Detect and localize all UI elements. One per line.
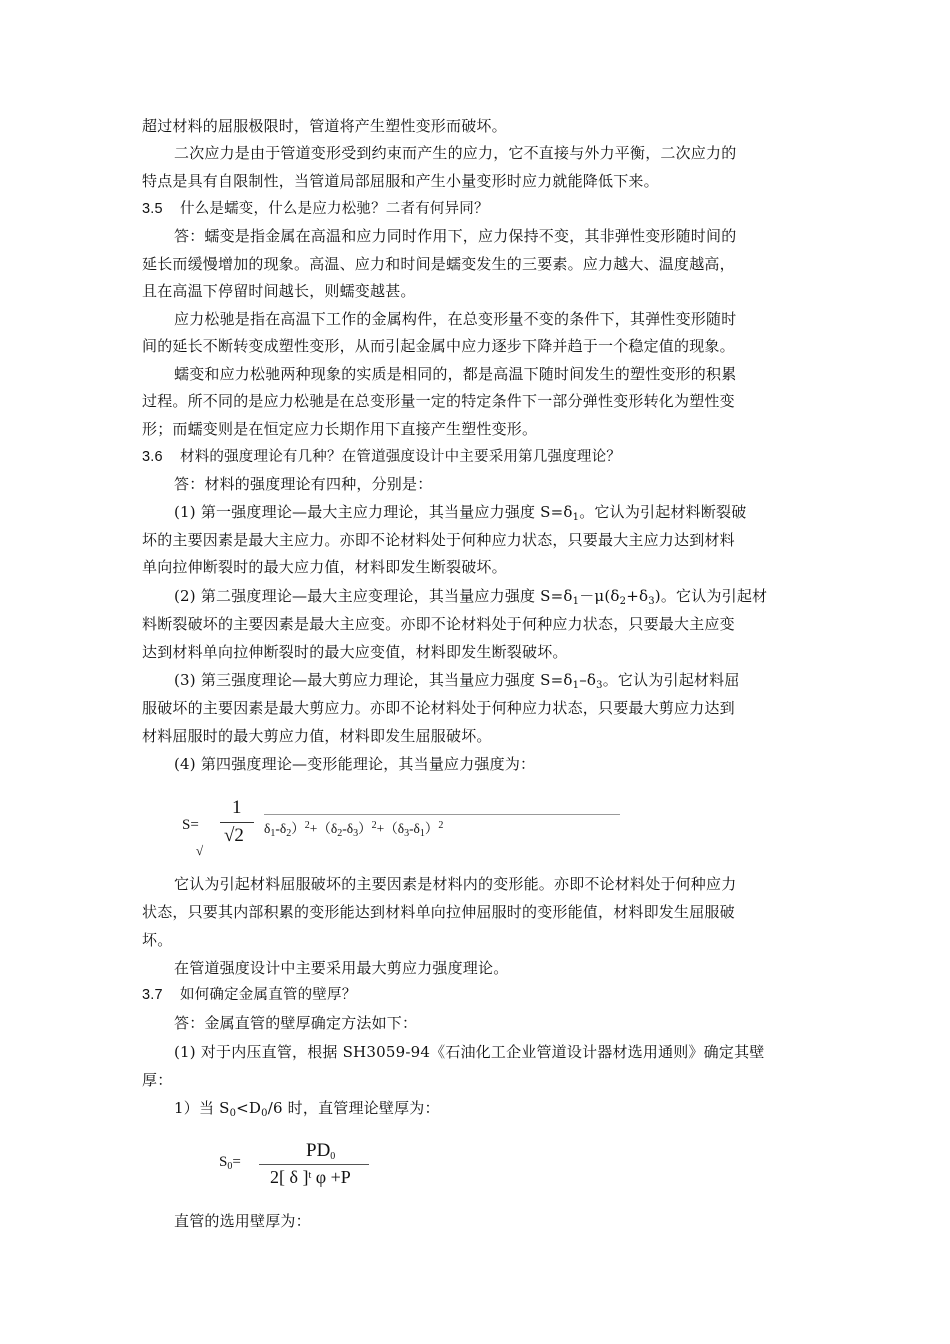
section-heading-3-7: 3.7 如何确定金属直管的壁厚？ [142, 987, 357, 1003]
text-line: 坏。 [142, 931, 173, 949]
text-line: 应力松驰是指在高温下工作的金属构件，在总变形量不变的条件下，其弹性变形随时 [174, 310, 737, 328]
text-line: 单向拉伸断裂时的最大应力值，材料即发生断裂破坏。 [142, 558, 507, 576]
text-line: 状态，只要其内部积累的变形能达到材料单向拉伸屈服时的变形能值，材料即发生屈服破 [142, 903, 735, 921]
text-line: 特点是具有自限制性，当管道局部屈服和产生小量变形时应力就能降低下来。 [142, 172, 659, 190]
text-line: 材料屈服时的最大剪应力值，材料即发生屈服破坏。 [142, 727, 492, 745]
text-line: 它认为引起材料屈服破坏的主要因素是材料内的变形能。亦即不论材料处于何种应力 [174, 875, 737, 893]
text-line: 服破坏的主要因素是最大剪应力。亦即不论材料处于何种应力状态，只要最大剪应力达到 [142, 699, 735, 717]
text-line: 答：蠕变是指金属在高温和应力同时作用下，应力保持不变，其非弹性变形随时间的 [174, 227, 737, 245]
theory-1-line: (1) 第一强度理论—最大主应力理论，其当量应力强度 $S=\delta_1$。它认为引起材料断裂破 [174, 503, 747, 523]
text-line: 间的延长不断转变成塑性变形，从而引起金属中应力逐步下降并趋于一个稳定值的现象。 [142, 337, 735, 355]
section-heading-3-5: 3.5 什么是蠕变，什么是应力松驰？二者有何异同？ [142, 201, 489, 217]
text-line: 答：金属直管的壁厚确定方法如下： [174, 1014, 418, 1032]
text-line: 达到材料单向拉伸断裂时的最大应变值，材料即发生断裂破坏。 [142, 643, 568, 661]
text-line: 二次应力是由于管道变形受到约束而产生的应力，它不直接与外力平衡，二次应力的 [174, 144, 737, 162]
text-line: 蠕变和应力松驰两种现象的实质是相同的，都是高温下随时间发生的塑性变形的积累 [174, 365, 737, 383]
text-line: 在管道强度设计中主要采用最大剪应力强度理论。 [174, 959, 509, 977]
theory-3-line: (3) 第三强度理论—最大剪应力理论，其当量应力强度 $S=\delta_1-\delta_3$。它认为引起材料屈 [174, 671, 740, 691]
text-line: 超过材料的屈服极限时，管道将产生塑性变形而破坏。 [142, 117, 507, 135]
formula-fourth-theory: S= 1 √2 √ $\delta_1-\delta_2)^2+(\delta_2-\delta_3)^2+(\delta_3-\delta_1)^2$ [180, 795, 630, 865]
text-line: (1) 对于内压直管，根据 SH3059-94《石油化工企业管道设计器材选用通则》确定其壁 [174, 1043, 765, 1061]
text-line: 延长而缓慢增加的现象。高温、应力和时间是蠕变发生的三要素。应力越大、温度越高， [142, 255, 735, 273]
theory-2-line: (2) 第二强度理论—最大主应变理论，其当量应力强度 $S=\delta_1-\mu(\delta_2+\delta_3)$。它认为引起材 [174, 587, 768, 607]
text-line: 答：材料的强度理论有四种，分别是： [174, 475, 433, 493]
text-line: 且在高温下停留时间越长，则蠕变越甚。 [142, 282, 416, 300]
formula-wall-thickness: $S_0=$ $PD_0$ 2[ δ ]$^t$ φ +P [215, 1135, 415, 1195]
text-line: 厚： [142, 1071, 173, 1089]
section-heading-3-6: 3.6 材料的强度理论有几种？在管道强度设计中主要采用第几强度理论？ [142, 449, 621, 465]
text-line: 坏的主要因素是最大主应力。亦即不论材料处于何种应力状态，只要最大主应力达到材料 [142, 531, 735, 549]
text-line: 过程。所不同的是应力松驰是在总变形量一定的特定条件下一部分弹性变形转化为塑性变 [142, 392, 735, 410]
condition-line: 1）当 $S_0<D_0/6$ 时，直管理论壁厚为： [174, 1099, 440, 1119]
text-line: (4) 第四强度理论—变形能理论，其当量应力强度为： [174, 755, 536, 773]
text-line: 料断裂破坏的主要因素是最大主应变。亦即不论材料处于何种应力状态，只要最大主应变 [142, 615, 735, 633]
text-line: 直管的选用壁厚为： [174, 1212, 311, 1230]
text-line: 形；而蠕变则是在恒定应力长期作用下直接产生塑性变形。 [142, 420, 538, 438]
